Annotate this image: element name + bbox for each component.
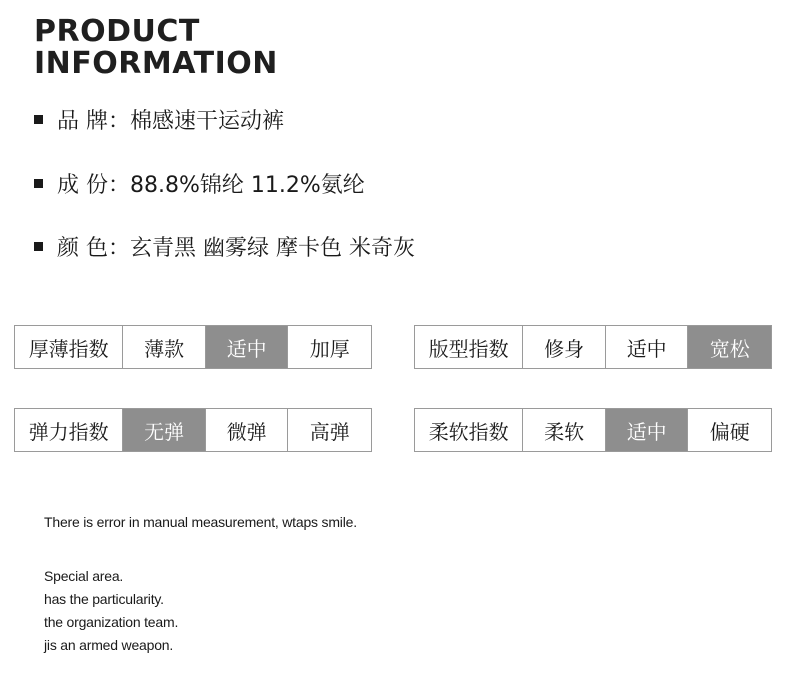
note-line-organization: the organization team. bbox=[44, 614, 179, 630]
info-row-brand bbox=[34, 104, 284, 134]
elasticity-option-high: 高弹 bbox=[309, 419, 350, 444]
thickness-option-thick: 加厚 bbox=[309, 336, 350, 361]
info-colors-text: 颜 色：玄青黑 幽雾绿 摩卡色 米奇灰 bbox=[57, 235, 415, 261]
elasticity-option-none: 无弹 bbox=[123, 409, 206, 451]
measurement-note: There is error in manual measurement, wtaps smile. bbox=[44, 514, 357, 530]
note-line-special-area: Special area. bbox=[44, 568, 124, 584]
info-composition-text: 成 份：88.8%锦纶 11.2%氨纶 bbox=[57, 172, 365, 198]
note-line-particularity: has the particularity. bbox=[44, 591, 164, 607]
softness-option-stiff: 偏硬 bbox=[709, 419, 750, 444]
softness-option-soft: 柔软 bbox=[523, 409, 606, 451]
note-line-weapon: jis an armed weapon. bbox=[44, 637, 174, 653]
square-bullet-icon bbox=[34, 242, 43, 251]
thickness-index-label: 厚薄指数 bbox=[15, 326, 123, 368]
fit-option-slim: 修身 bbox=[523, 326, 606, 368]
softness-option-medium: 适中 bbox=[606, 409, 689, 451]
elasticity-index-scale bbox=[14, 408, 372, 452]
elasticity-index-label: 弹力指数 bbox=[15, 409, 123, 451]
softness-index-label: 柔软指数 bbox=[415, 409, 523, 451]
fit-index-scale bbox=[414, 325, 772, 369]
square-bullet-icon bbox=[34, 115, 43, 124]
fit-option-regular: 适中 bbox=[606, 326, 689, 368]
title-line-1: PRODUCT bbox=[34, 14, 200, 49]
square-bullet-icon bbox=[34, 179, 43, 188]
info-row-colors bbox=[34, 231, 415, 261]
elasticity-option-slight: 微弹 bbox=[206, 409, 289, 451]
thickness-option-thin: 薄款 bbox=[123, 326, 206, 368]
page-title bbox=[34, 16, 278, 80]
info-brand-text: 品 牌：棉感速干运动裤 bbox=[57, 108, 284, 134]
fit-option-loose: 宽松 bbox=[688, 326, 771, 368]
title-line-2: INFORMATION bbox=[34, 46, 278, 81]
info-row-composition bbox=[34, 168, 365, 198]
thickness-index-scale bbox=[14, 325, 372, 369]
softness-index-scale bbox=[414, 408, 772, 452]
thickness-option-medium: 适中 bbox=[206, 326, 289, 368]
fit-index-label: 版型指数 bbox=[415, 326, 523, 368]
